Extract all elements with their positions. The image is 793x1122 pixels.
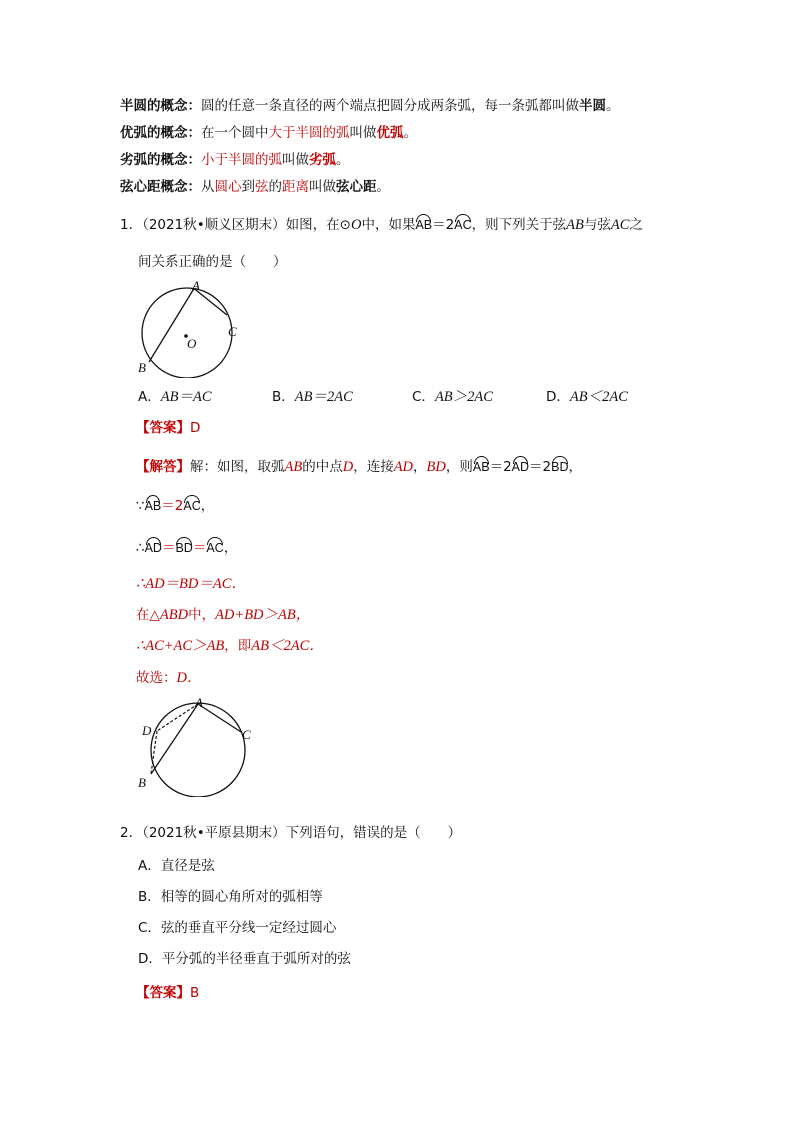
solution-var: D bbox=[342, 459, 354, 475]
arc-ab: AB bbox=[473, 456, 490, 474]
q1-answer bbox=[136, 418, 200, 438]
solution-text: ， bbox=[200, 498, 215, 514]
arc-ad: AD bbox=[512, 456, 529, 474]
solution-var: ABD bbox=[159, 607, 189, 623]
q1-arc-ab: AB bbox=[415, 214, 432, 232]
concept-text: 从 bbox=[201, 179, 215, 195]
solution-text: ＝2 bbox=[529, 459, 552, 475]
q1-stem-var: AB bbox=[566, 217, 584, 233]
solution-text: ＝2 bbox=[161, 498, 184, 514]
concept-term: 劣弧的概念： bbox=[120, 152, 201, 168]
option-letter: B． bbox=[272, 389, 295, 405]
arc-ad: AD bbox=[145, 537, 162, 555]
solution-expr: ∴AC+AC＞AB bbox=[136, 638, 225, 654]
arc-ac: AC bbox=[206, 537, 223, 555]
concept-highlight: 小于半圆的弧 bbox=[201, 152, 282, 168]
concept-chord-distance bbox=[120, 177, 390, 197]
concept-highlight: 大于半圆的弧 bbox=[268, 125, 350, 141]
q1-option-d[interactable] bbox=[546, 387, 628, 407]
q2-answer bbox=[136, 983, 199, 1003]
arc-ab: AB bbox=[145, 495, 162, 513]
label-b: B bbox=[138, 775, 146, 790]
solution-text: 中， bbox=[188, 607, 216, 623]
label-d: D bbox=[142, 723, 152, 738]
solution-expr: AD+BD＞AB， bbox=[215, 607, 311, 623]
q2-stem-text: 下列语句，错误的是（ ） bbox=[285, 825, 462, 841]
concept-keyword: 劣弧 bbox=[309, 152, 336, 168]
concept-text: 到 bbox=[241, 179, 255, 195]
q1-stem-text: 中，如果 bbox=[361, 217, 416, 233]
concept-highlight: 距离 bbox=[282, 179, 309, 195]
solution-text: 的中点 bbox=[302, 459, 343, 475]
q1-solution-figure bbox=[134, 697, 264, 797]
solution-var: BD bbox=[426, 459, 446, 475]
q1-solution-line7 bbox=[136, 668, 201, 688]
option-letter: B． bbox=[138, 889, 161, 905]
solution-text: 故选： bbox=[136, 670, 177, 686]
concept-keyword: 弦心距 bbox=[336, 179, 377, 195]
because-symbol: ∵ bbox=[136, 498, 145, 514]
solution-text: ， bbox=[568, 459, 583, 475]
option-expr: AB＝2AC bbox=[294, 389, 353, 405]
label-a: A bbox=[195, 697, 203, 710]
q2-option-d[interactable] bbox=[138, 949, 351, 969]
q1-solution-line1 bbox=[136, 456, 582, 477]
arc-bd: BD bbox=[175, 537, 192, 555]
option-expr: AB＜2AC bbox=[569, 389, 628, 405]
solution-text: ， bbox=[413, 459, 427, 475]
q1-source: （2021秋•顺义区期末） bbox=[142, 217, 286, 233]
solution-text: ， bbox=[223, 540, 238, 556]
q1-stem-var: AC bbox=[610, 217, 630, 233]
solution-expr: AB＜2AC． bbox=[251, 638, 324, 654]
concept-term: 弦心距概念： bbox=[120, 179, 201, 195]
option-expr: AB＞2AC bbox=[434, 389, 493, 405]
solution-tag: 【解答】 bbox=[136, 459, 190, 475]
option-text: 直径是弦 bbox=[160, 858, 215, 874]
q1-solution-line2 bbox=[136, 495, 214, 516]
concept-text: 。 bbox=[606, 98, 620, 114]
concept-text: 圆的任意一条直径的两个端点把圆分成两条弧，每一条弧都叫做 bbox=[201, 98, 579, 114]
concept-term: 优弧的概念： bbox=[120, 125, 201, 141]
solution-var: D． bbox=[176, 670, 202, 686]
solution-text: ＝ bbox=[192, 540, 207, 556]
q1-solution-line5 bbox=[136, 605, 310, 625]
option-letter: D． bbox=[138, 951, 162, 967]
q1-stem-text: 如图，在⊙ bbox=[285, 217, 351, 233]
concept-text: 在一个圆中 bbox=[201, 125, 269, 141]
concept-text: 。 bbox=[336, 152, 350, 168]
answer-tag: 【答案】 bbox=[136, 985, 190, 1001]
solution-text: ，则 bbox=[445, 459, 473, 475]
q1-solution-line6 bbox=[136, 636, 324, 656]
q1-option-a[interactable] bbox=[138, 387, 212, 407]
solution-text: ＝2 bbox=[489, 459, 512, 475]
option-letter: C． bbox=[412, 389, 435, 405]
q1-stem-line1 bbox=[120, 214, 643, 235]
arc-bd: BD bbox=[551, 456, 568, 474]
answer-value: B bbox=[190, 985, 200, 1001]
answer-value: D bbox=[190, 420, 201, 436]
concept-major-arc bbox=[120, 123, 417, 143]
solution-text: ，连接 bbox=[353, 459, 394, 475]
label-a: A bbox=[192, 278, 200, 293]
option-expr: AB＝AC bbox=[160, 389, 212, 405]
solution-text: 在△ bbox=[136, 607, 160, 623]
label-c: C bbox=[242, 727, 251, 742]
q1-stem-text: 之 bbox=[629, 217, 643, 233]
answer-tag: 【答案】 bbox=[136, 420, 190, 436]
q1-stem-text: ，则下列关于弦 bbox=[471, 217, 567, 233]
chord-ab bbox=[151, 704, 198, 774]
solution-text: 解：如图，取弧 bbox=[190, 459, 285, 475]
option-letter: A． bbox=[138, 389, 161, 405]
concept-keyword: 半圆 bbox=[579, 98, 606, 114]
circle-outline bbox=[151, 703, 245, 797]
concept-term: 半圆的概念： bbox=[120, 98, 201, 114]
solution-var: AB bbox=[284, 459, 303, 475]
q1-figure-circle bbox=[134, 278, 254, 378]
q2-number: 2． bbox=[120, 825, 143, 841]
concept-text: 叫做 bbox=[282, 152, 309, 168]
q1-stem-text: ＝2 bbox=[432, 217, 455, 233]
q1-solution-line3 bbox=[136, 537, 237, 558]
circle-outline bbox=[142, 288, 232, 378]
q2-option-c[interactable] bbox=[138, 918, 336, 938]
concept-text: 叫做 bbox=[349, 125, 377, 141]
option-text: 平分弧的半径垂直于弧所对的弦 bbox=[161, 951, 351, 967]
concept-highlight: 弦 bbox=[255, 179, 269, 195]
q1-arc-ac: AC bbox=[454, 214, 471, 232]
arc-ac: AC bbox=[183, 495, 200, 513]
q2-option-a[interactable] bbox=[138, 856, 215, 876]
concept-text: 。 bbox=[376, 179, 390, 195]
concept-minor-arc bbox=[120, 150, 350, 170]
concept-highlight: 圆心 bbox=[214, 179, 242, 195]
option-text: 弦的垂直平分线一定经过圆心 bbox=[160, 920, 337, 936]
concept-keyword: 优弧 bbox=[376, 125, 404, 141]
solution-text: ＝ bbox=[161, 540, 176, 556]
solution-text: ，即 bbox=[224, 638, 252, 654]
option-letter: A． bbox=[138, 858, 161, 874]
solution-var: AD bbox=[393, 459, 414, 475]
q1-stem-var: O bbox=[350, 217, 362, 233]
q1-option-b[interactable] bbox=[272, 387, 353, 407]
q2-option-b[interactable] bbox=[138, 887, 323, 907]
concept-semicircle bbox=[120, 96, 620, 116]
q1-stem-line2: 间关系正确的是（ ） bbox=[138, 254, 287, 270]
option-letter: C． bbox=[138, 920, 161, 936]
q1-solution-line4: ∴AD＝BD＝AC． bbox=[136, 576, 246, 592]
label-o: O bbox=[187, 336, 197, 351]
concept-text: 的 bbox=[268, 179, 282, 195]
q1-number: 1． bbox=[120, 217, 143, 233]
option-text: 相等的圆心角所对的弧相等 bbox=[160, 889, 323, 905]
label-b: B bbox=[138, 360, 146, 375]
q2-source: （2021秋•平原县期末） bbox=[142, 825, 286, 841]
q2-stem bbox=[120, 823, 461, 843]
therefore-symbol: ∴ bbox=[136, 540, 145, 556]
option-letter: D． bbox=[546, 389, 570, 405]
label-c: C bbox=[228, 324, 237, 339]
q1-option-c[interactable] bbox=[412, 387, 493, 407]
concept-text: 。 bbox=[403, 125, 417, 141]
q1-stem-text: 与弦 bbox=[583, 217, 611, 233]
concept-text: 叫做 bbox=[309, 179, 336, 195]
